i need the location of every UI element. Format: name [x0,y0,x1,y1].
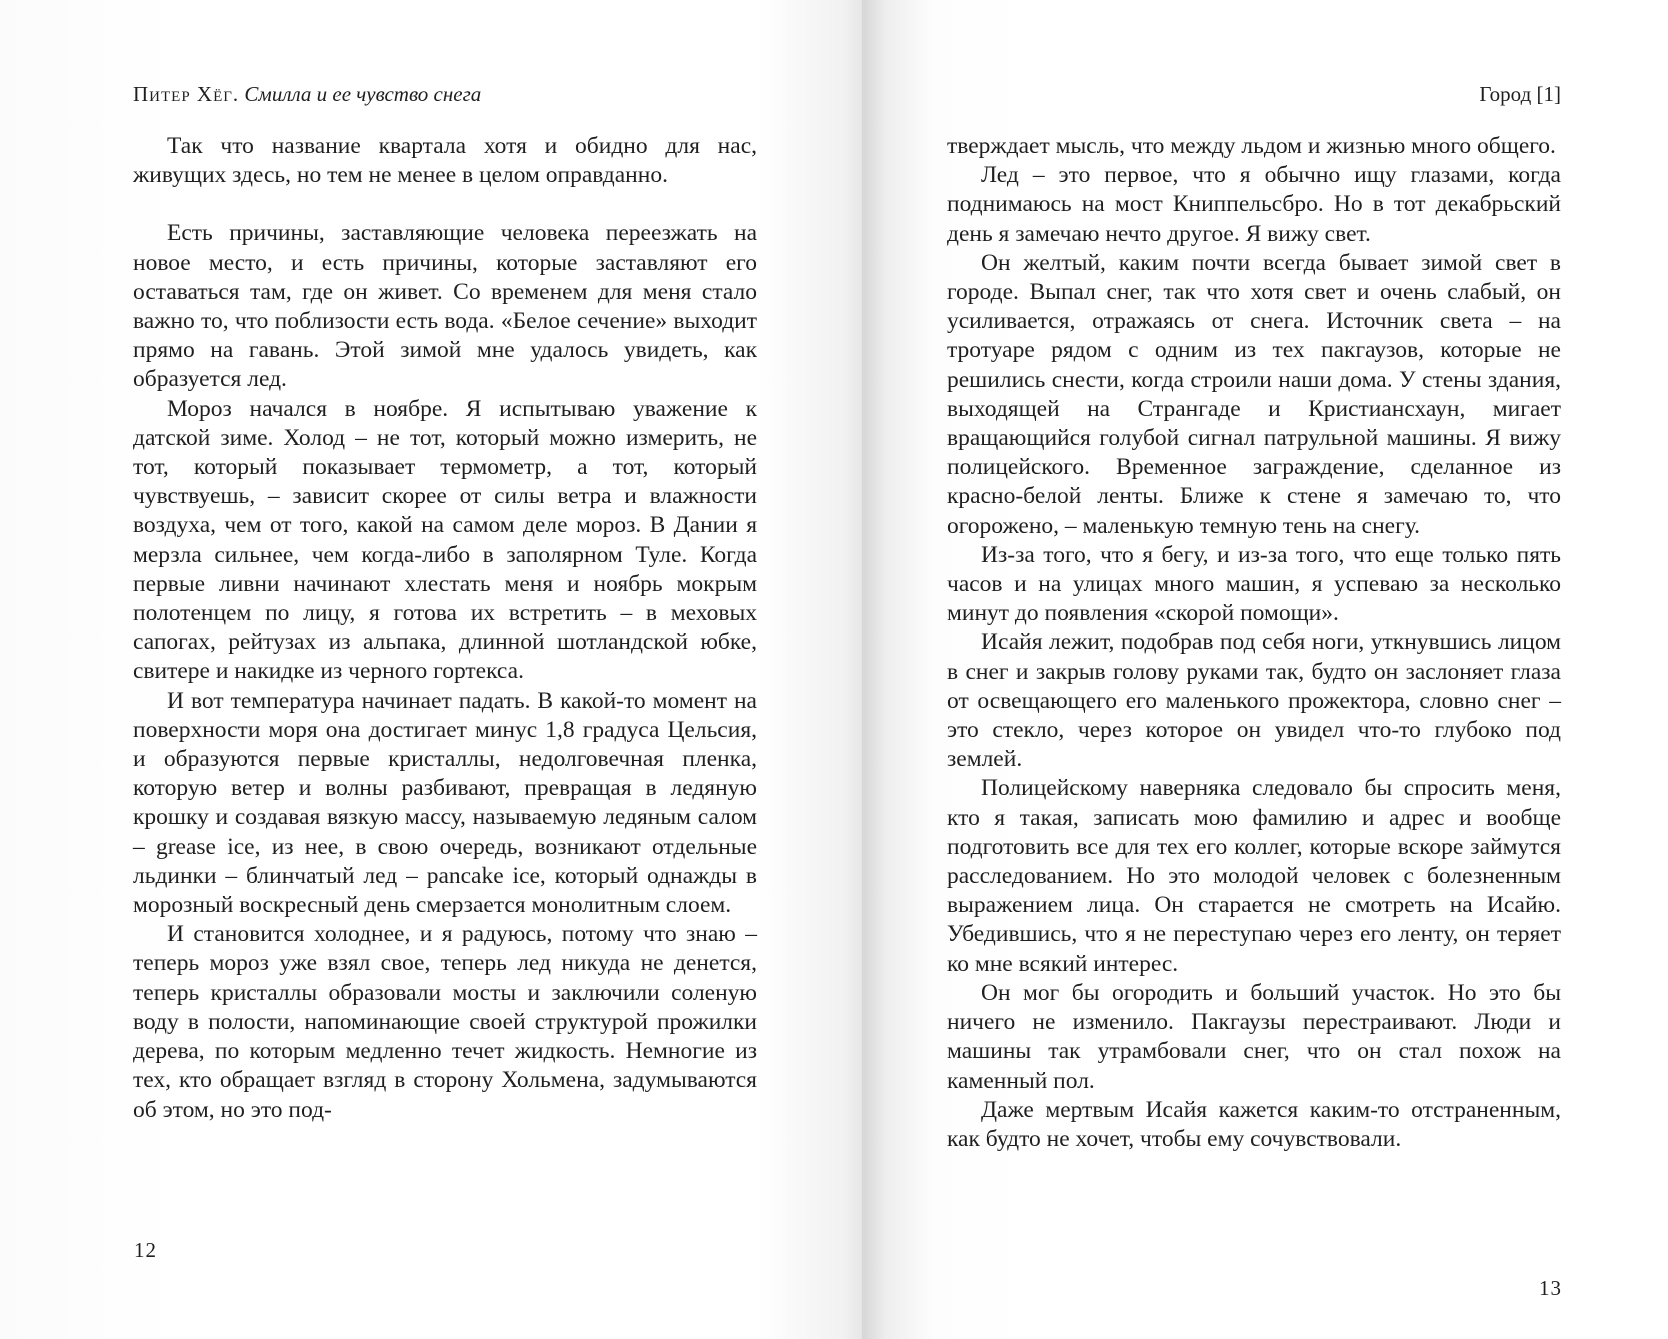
author-name: Питер Хёг. [133,82,240,106]
paragraph: Из-за того, что я бегу, и из-за того, что еще только пять часов и на улицах много машин, я успеваю за несколько минут до появления «скорой помощи». [947,541,1561,627]
paragraph: Лед – это первое, что я обычно ищу глазами, когда поднимаюсь на мост Книппельсбро. Но в тот декабрьский день я замечаю нечто другое. Я вижу свет. [947,162,1561,247]
paragraph: Полицейскому наверняка следовало бы спросить меня, кто я такая, записать мою фамилию и адрес и вообще подготовить все для тех его коллег, которые вскоре займутся расследованием. Но это молодой человек с болезненным выражением лица. Он старается не смотреть на Исайю. Убедившись, что я не переступаю через его ленту, он теряет ко мне всякий интерес. [947,775,1561,977]
paragraph: Есть причины, заставляющие человека переезжать на новое место, и есть причины, которые заставляют его оставаться там, где он живет. Со временем для меня стало важно то, что поблизости есть вода. «Белое сечение» выходит прямо на гавань. Этой зимой мне удалось увидеть, как образуется лед. [133,220,757,393]
right-running-head: Город [1] [1479,82,1561,106]
left-body-text [133,132,757,1125]
paragraph: И вот температура начинает падать. В какой-то момент на поверхности моря она достигает минус 1,8 градуса Цельсия, и образуются первые кристаллы, недолговечная пленка, которую ветер и волны разбивают, превращая в ледяную крошку и создавая вязкую массу, называемую ледяным салом – grease ice, из нее, в свою очередь, возникают отдельные льдинки – блинчатый лед – pancake ice, который однажды в морозный воскресный день смерзается монолитным слоем. [133,687,757,919]
paragraph: И становится холоднее, и я радуюсь, потому что знаю – теперь мороз уже взял свое, теперь лед никуда не денется, теперь кристаллы образовали мосты и заключили соленую воду в полости, напоминающие своей структурой прожилки дерева, по которым медленно течет жидкость. Немногие из тех, кто обращает взгляд в сторону Хольмена, задумываются об этом, но это под- [133,921,757,1123]
paragraph: Он желтый, каким почти всегда бывает зимой свет в городе. Выпал снег, так что хотя свет и очень слабый, он усиливается, отражаясь от снега. Источник света – на тротуаре рядом с одним из тех пакгаузов, которые не решились снести, когда строили наши дома. У стены здания, выходящей на Странгаде и Кристиансхаун, мигает вращающийся голубой сигнал патрульной машины. Я вижу полицейского. Временное заграждение, сделанное из красно-белой ленты. Ближе к стене я замечаю то, что огорожено, – маленькую темную тень на снегу. [947,249,1561,539]
paragraph: Мороз начался в ноябре. Я испытываю уважение к датской зиме. Холод – не тот, который можно измерить, не тот, который показывает термометр, а тот, который чувствуешь, – зависит скорее от силы ветра и влажности воздуха, чем от того, какой на самом деле мороз. В Дании я мерзла сильнее, чем когда-либо в заполярном Туле. Когда первые ливни начинают хлестать меня и ноябрь мокрым полотенцем по лицу, я готова их встретить – в меховых сапогах, рейтузах из альпака, длинной шотландской юбке, свитере и накидке из черного гортекса. [133,395,757,685]
right-body-text [947,132,1561,1154]
paragraph: тверждает мысль, что между льдом и жизнью много общего. [947,133,1556,159]
right-page [862,0,1668,1339]
paragraph: Так что название квартала хотя и обидно для нас, живущих здесь, но тем не менее в целом оправданно. [133,133,757,189]
left-running-head [133,80,481,108]
page-number-right: 13 [1539,1276,1562,1300]
page-number-left: 12 [134,1238,157,1262]
paragraph: Он мог бы огородить и больший участок. Но это бы ничего не изменило. Пакгаузы перестраивают. Люди и машины так утрамбовали снег, что он стал похож на каменный пол. [947,979,1561,1094]
book-title: Смилла и ее чувство снега [244,82,482,106]
paragraph: Даже мертвым Исайя кажется каким-то отстраненным, как будто не хочет, чтобы ему сочувствовали. [947,1096,1561,1152]
paragraph: Исайя лежит, подобрав под себя ноги, уткнувшись лицом в снег и закрыв голову руками так, будто он заслоняет глаза от освещающего его маленького прожектора, словно снег – это стекло, через которое он увидел что-то глубоко под землей. [947,629,1561,773]
